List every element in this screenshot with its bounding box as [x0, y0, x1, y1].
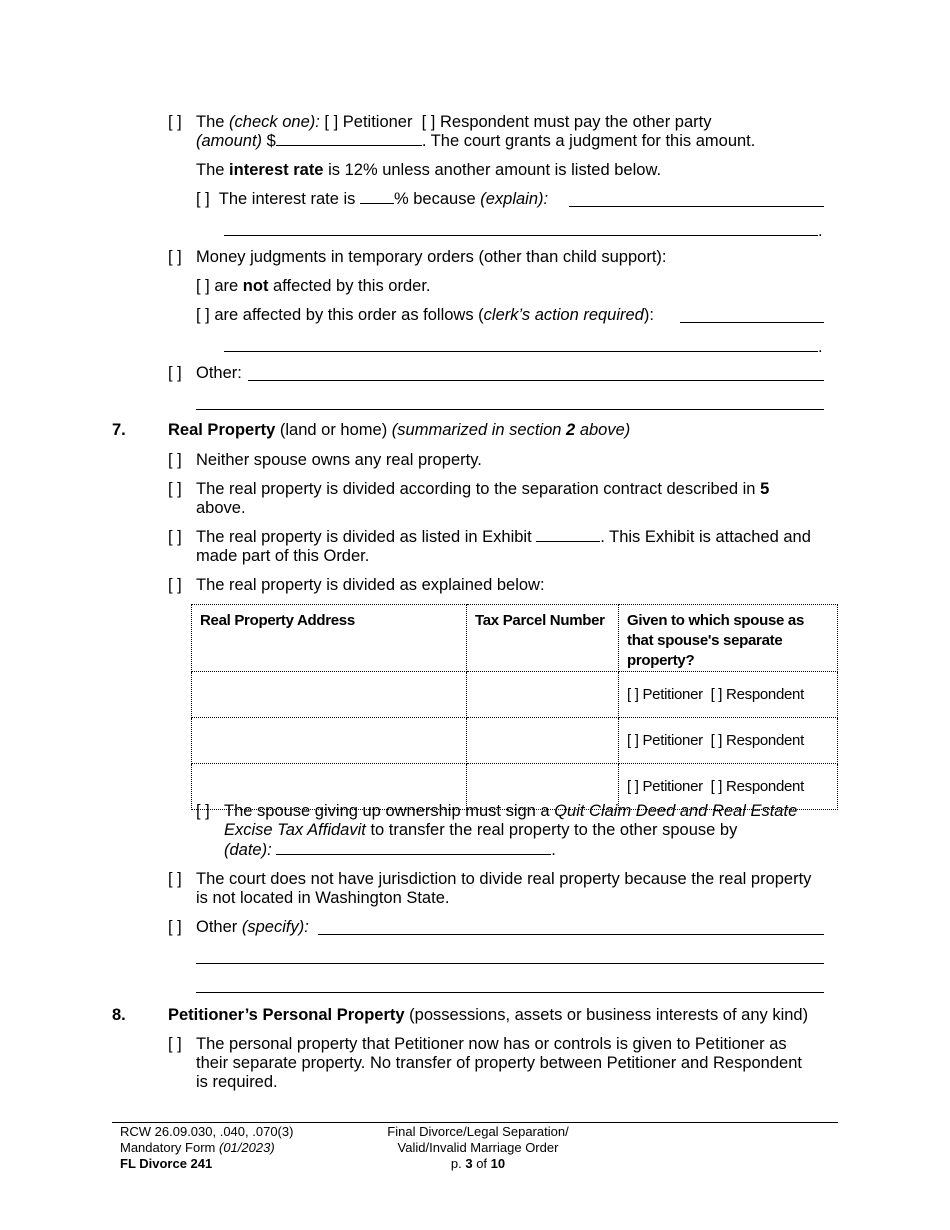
- footer-title-1: Final Divorce/Legal Separation/: [387, 1124, 569, 1139]
- period: .: [818, 338, 823, 356]
- other-specify-label: Other (specify):: [196, 918, 309, 936]
- personal-property-text-3: is required.: [196, 1073, 278, 1091]
- other-specify-field-3[interactable]: [196, 992, 824, 993]
- quit-claim-date: (date): .: [224, 841, 556, 859]
- given-cell[interactable]: [ ] Petitioner [ ] Respondent: [619, 718, 838, 764]
- jurisdiction-text-2: is not located in Washington State.: [196, 889, 450, 907]
- separation-contract-text-2: above.: [196, 499, 246, 517]
- explain-field[interactable]: [569, 206, 824, 207]
- section-7-number: 7.: [112, 421, 126, 439]
- quit-claim-checkbox[interactable]: [ ]: [196, 802, 210, 820]
- address-cell[interactable]: [192, 718, 467, 764]
- affected-field-line2[interactable]: [224, 351, 818, 352]
- respondent-option[interactable]: [ ] Respondent must pay the other party: [421, 113, 712, 131]
- neither-owns-text: Neither spouse owns any real property.: [196, 451, 482, 469]
- header-parcel: Tax Parcel Number: [467, 605, 619, 672]
- explain-field-line2[interactable]: [224, 235, 818, 236]
- footer-divider: [112, 1122, 838, 1123]
- footer-page: p. 3 of 10: [450, 1156, 506, 1171]
- money-judgments-title: Money judgments in temporary orders (other than child support):: [196, 248, 667, 266]
- judgment-checkbox[interactable]: [ ]: [168, 113, 182, 131]
- section-8-number: 8.: [112, 1006, 126, 1024]
- judgment-line2: (amount) $ . The court grants a judgment for this amount.: [196, 132, 756, 150]
- parcel-cell[interactable]: [467, 718, 619, 764]
- footer-center: [378, 1124, 578, 1172]
- footer-left: [120, 1124, 293, 1172]
- exhibit-field[interactable]: [536, 541, 600, 542]
- not-affected-option[interactable]: [ ] are not affected by this order.: [196, 277, 431, 295]
- footer-rcw: RCW 26.09.030, .040, .070(3): [120, 1124, 294, 1139]
- affected-field[interactable]: [680, 322, 824, 323]
- footer-form-id: FL Divorce 241: [120, 1156, 213, 1171]
- rate-field[interactable]: [360, 203, 394, 204]
- personal-property-text-2: their separate property. No transfer of property between Petitioner and Respondent: [196, 1054, 802, 1072]
- money-judgments-checkbox[interactable]: [ ]: [168, 248, 182, 266]
- personal-property-text: The personal property that Petitioner now has or controls is given to Petitioner as: [196, 1035, 787, 1053]
- amount-field[interactable]: [276, 145, 422, 146]
- personal-property-checkbox[interactable]: [ ]: [168, 1035, 182, 1053]
- table-row: [192, 672, 838, 718]
- jurisdiction-checkbox[interactable]: [ ]: [168, 870, 182, 888]
- affected-option[interactable]: [ ] are affected by this order as follows (clerk’s action required):: [196, 306, 654, 324]
- explained-below-text: The real property is divided as explained below:: [196, 576, 545, 594]
- other-field[interactable]: [248, 380, 824, 381]
- given-cell[interactable]: [ ] Petitioner [ ] Respondent: [619, 764, 838, 810]
- header-address: Real Property Address: [192, 605, 467, 672]
- address-cell[interactable]: [192, 672, 467, 718]
- neither-owns-checkbox[interactable]: [ ]: [168, 451, 182, 469]
- interest-rate-text: The interest rate is 12% unless another amount is listed below.: [196, 161, 662, 179]
- separation-contract-text: The real property is divided according to the separation contract described in 5: [196, 480, 770, 498]
- other-checkbox[interactable]: [ ]: [168, 364, 182, 382]
- footer-mandatory: Mandatory Form (01/2023): [120, 1140, 275, 1155]
- other-field-line2[interactable]: [196, 409, 824, 410]
- table-header-row: [192, 605, 838, 672]
- interest-rate-option: [ ] The interest rate is % because (explain):: [196, 190, 549, 208]
- real-property-table: [191, 604, 838, 810]
- other-specify-checkbox[interactable]: [ ]: [168, 918, 182, 936]
- separation-contract-checkbox[interactable]: [ ]: [168, 480, 182, 498]
- quit-claim-text: The spouse giving up ownership must sign a Quit Claim Deed and Real Estate: [224, 802, 798, 820]
- other-label: Other:: [196, 364, 242, 382]
- quit-claim-text-2: Excise Tax Affidavit to transfer the real property to the other spouse by: [224, 821, 738, 839]
- interest-rate-checkbox[interactable]: [ ]: [196, 190, 210, 208]
- other-specify-field[interactable]: [318, 934, 824, 935]
- jurisdiction-text: The court does not have jurisdiction to divide real property because the real property: [196, 870, 812, 888]
- explained-below-checkbox[interactable]: [ ]: [168, 576, 182, 594]
- other-specify-field-2[interactable]: [196, 963, 824, 964]
- petitioner-option[interactable]: [ ] Petitioner: [324, 113, 413, 131]
- date-field[interactable]: [276, 854, 551, 855]
- exhibit-text-2: made part of this Order.: [196, 547, 370, 565]
- exhibit-checkbox[interactable]: [ ]: [168, 528, 182, 546]
- parcel-cell[interactable]: [467, 672, 619, 718]
- table-row: [192, 718, 838, 764]
- header-given: Given to which spouse as that spouse's separate property?: [619, 605, 838, 672]
- exhibit-text: The real property is divided as listed in Exhibit . This Exhibit is attached and: [196, 528, 811, 546]
- section-7-title: Real Property (land or home) (summarized in section 2 above): [168, 421, 631, 439]
- judgment-line1: The (check one): [ ] Petitioner [ ] Respondent must pay the other party: [196, 113, 712, 131]
- period: .: [818, 222, 823, 240]
- section-8-title: Petitioner’s Personal Property (possessions, assets or business interests of any kind): [168, 1006, 809, 1024]
- footer-title-2: Valid/Invalid Marriage Order: [397, 1140, 559, 1155]
- given-cell[interactable]: [ ] Petitioner [ ] Respondent: [619, 672, 838, 718]
